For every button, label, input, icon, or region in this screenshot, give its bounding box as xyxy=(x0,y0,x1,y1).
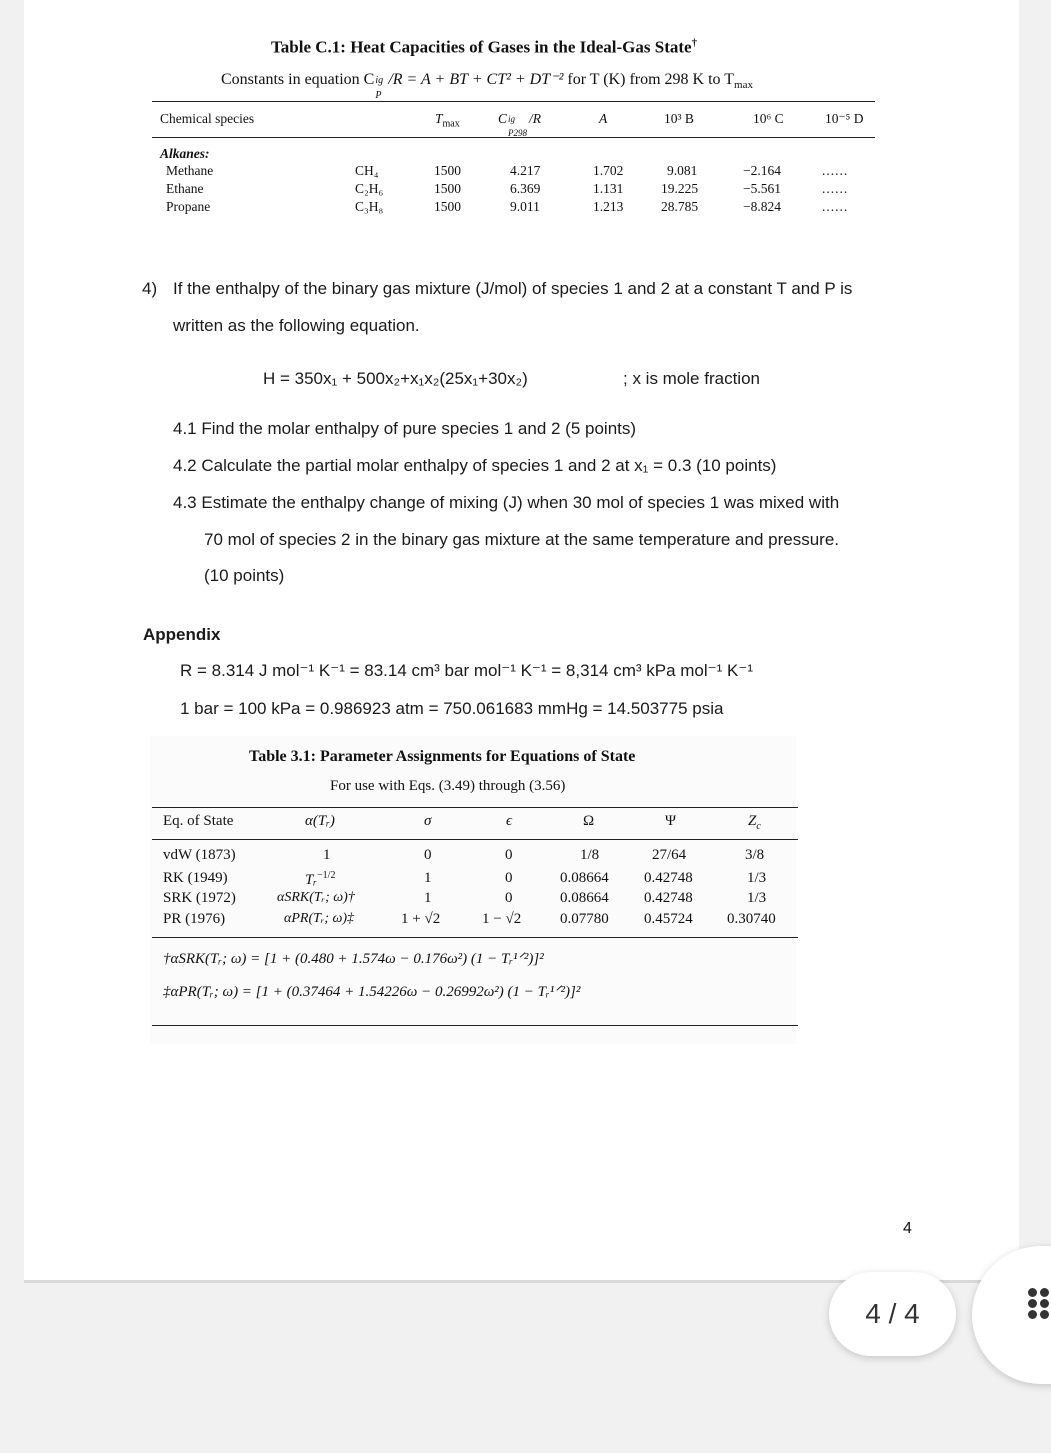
question-number: 4) xyxy=(142,279,158,298)
col-header-d: 10⁻⁵ D xyxy=(825,111,864,126)
appendix-heading: Appendix xyxy=(143,625,221,644)
b-value: 19.225 xyxy=(661,181,699,196)
eos-name: vdW (1873) xyxy=(163,847,236,863)
table-3-1-subtitle: For use with Eqs. (3.49) through (3.56) xyxy=(330,778,566,794)
question-4-3-line-2: 70 mol of species 2 in the binary gas mixture at the same temperature and pressure. xyxy=(204,530,839,549)
zc-value: 3/8 xyxy=(745,847,765,863)
alpha-value: αPR(Tᵣ; ω)‡ xyxy=(284,911,355,926)
question-4-3-line-1: 4.3 Estimate the enthalpy change of mixing (J) when 30 mol of species 1 was mixed with xyxy=(173,493,840,512)
psi-value: 0.42748 xyxy=(644,870,693,886)
question-line-1: If the enthalpy of the binary gas mixture (J/mol) of species 1 and 2 at a constant T and P is xyxy=(173,279,853,298)
a-value: 1.702 xyxy=(593,163,624,178)
pressure-conversion-line: 1 bar = 100 kPa = 0.986923 atm = 750.061683 mmHg = 14.503775 psia xyxy=(180,699,724,718)
omega-value: 1/8 xyxy=(580,847,600,863)
epsilon-value: 0 xyxy=(505,890,513,906)
table-c1-top-rule xyxy=(152,101,875,102)
eos-name: PR (1976) xyxy=(163,911,226,927)
c-value: −8.824 xyxy=(743,199,781,214)
alpha-value: 1 xyxy=(323,847,331,863)
omega-value: 0.07780 xyxy=(560,911,609,927)
omega-value: 0.08664 xyxy=(560,870,609,886)
table-3-1-body-rule xyxy=(152,937,798,938)
zc-value: 1/3 xyxy=(747,890,767,906)
eos-name: RK (1949) xyxy=(163,870,228,886)
col-header-psi: Ψ xyxy=(665,813,677,829)
species-formula: C₂H₆ xyxy=(355,181,384,196)
cp-value: 6.369 xyxy=(510,181,541,196)
species-formula: C₃H₈ xyxy=(355,199,384,214)
col-header-b: 10³ B xyxy=(664,111,694,126)
tmax-value: 1500 xyxy=(434,163,461,178)
alpha-value: Tᵣ$^{-1/2}$ xyxy=(305,870,336,888)
question-4-1: 4.1 Find the molar enthalpy of pure species 1 and 2 (5 points) xyxy=(173,419,637,438)
table-3-1-header-rule xyxy=(152,839,798,840)
epsilon-value: 0 xyxy=(505,870,513,886)
omega-value: 0.08664 xyxy=(560,890,609,906)
col-header-omega: Ω xyxy=(583,813,595,829)
footnote-srk: †αSRK(Tᵣ; ω) = [1 + (0.480 + 1.574ω − 0.176ω²) (1 − Tᵣ¹ᐟ²)]² xyxy=(163,951,544,967)
col-header-c: 10⁶ C xyxy=(753,111,784,126)
tmax-value: 1500 xyxy=(434,181,461,196)
sigma-value: 1 xyxy=(424,890,432,906)
d-value: ...... xyxy=(822,181,849,196)
eos-name: SRK (1972) xyxy=(163,890,236,906)
sigma-value: 1 + √2 xyxy=(401,911,441,927)
equation-note: ; x is mole fraction xyxy=(623,369,760,388)
question-4-2: 4.2 Calculate the partial molar enthalpy of species 1 and 2 at x₁ = 0.3 (10 points) xyxy=(173,456,777,475)
alpha-value: αSRK(Tᵣ; ω)† xyxy=(277,890,355,905)
col-header-alpha: α(Tᵣ) xyxy=(305,813,335,829)
epsilon-value: 0 xyxy=(505,847,513,863)
footnote-pr: ‡αPR(Tᵣ; ω) = [1 + (0.37464 + 1.54226ω − 0.26992ω²) (1 − Tᵣ¹ᐟ²)]² xyxy=(163,984,581,1000)
sigma-value: 1 xyxy=(424,870,432,886)
sigma-value: 0 xyxy=(424,847,432,863)
cp-value: 4.217 xyxy=(510,163,541,178)
species-formula: CH₄ xyxy=(355,163,379,178)
a-value: 1.131 xyxy=(593,181,624,196)
table-3-1-title: Table 3.1: Parameter Assignments for Equations of State xyxy=(249,748,636,765)
col-header-cp: C ig P298 /R xyxy=(498,111,542,138)
page-indicator[interactable] xyxy=(829,1272,956,1356)
col-header-epsilon: ϵ xyxy=(506,813,513,829)
question-line-2: written as the following equation. xyxy=(173,316,420,335)
enthalpy-equation: H = 350x₁ + 500x₂+x₁x₂(25x₁+30x₂) xyxy=(263,369,528,388)
c-value: −2.164 xyxy=(743,163,781,178)
col-header-sigma: σ xyxy=(424,813,432,829)
b-value: 9.081 xyxy=(667,163,698,178)
species-name: Propane xyxy=(166,199,211,214)
species-name: Ethane xyxy=(166,181,204,196)
d-value: ...... xyxy=(822,199,849,214)
tmax-value: 1500 xyxy=(434,199,461,214)
col-header-zc: $Z_c$ xyxy=(748,813,761,832)
col-header-tmax: $T_{max}$ xyxy=(435,111,460,130)
psi-value: 27/64 xyxy=(652,847,687,863)
page-number: 4 xyxy=(903,1220,912,1237)
table-3-1-bottom-rule xyxy=(152,1025,798,1026)
col-header-eos: Eq. of State xyxy=(163,813,234,829)
gas-constant-line: R = 8.314 J mol⁻¹ K⁻¹ = 83.14 cm³ bar mol⁻¹ K⁻¹ = 8,314 cm³ kPa mol⁻¹ K⁻¹ xyxy=(180,661,753,680)
table-3-1-top-rule xyxy=(152,807,798,808)
page-indicator-label: 4 / 4 xyxy=(865,1298,920,1329)
psi-value: 0.42748 xyxy=(644,890,693,906)
zc-value: 0.30740 xyxy=(727,911,776,927)
species-name: Methane xyxy=(166,163,214,178)
table-c1-title: Table C.1: Heat Capacities of Gases in the Ideal-Gas State† xyxy=(271,37,698,57)
question-4-3-line-3: (10 points) xyxy=(204,566,285,585)
psi-value: 0.45724 xyxy=(644,911,693,927)
cp-value: 9.011 xyxy=(510,199,540,214)
a-value: 1.213 xyxy=(593,199,624,214)
b-value: 28.785 xyxy=(661,199,699,214)
epsilon-value: 1 − √2 xyxy=(482,911,522,927)
d-value: ...... xyxy=(822,163,849,178)
c-value: −5.561 xyxy=(743,181,781,196)
group-label: Alkanes: xyxy=(160,146,210,161)
zc-value: 1/3 xyxy=(747,870,767,886)
table-c1-subtitle: Constants in equation C ig P /R = A + BT + CT² + DT⁻² for T (K) from 298 K to $T_{max}$ xyxy=(221,71,753,101)
col-header-a: A xyxy=(599,111,608,126)
col-header-species: Chemical species xyxy=(160,111,255,126)
